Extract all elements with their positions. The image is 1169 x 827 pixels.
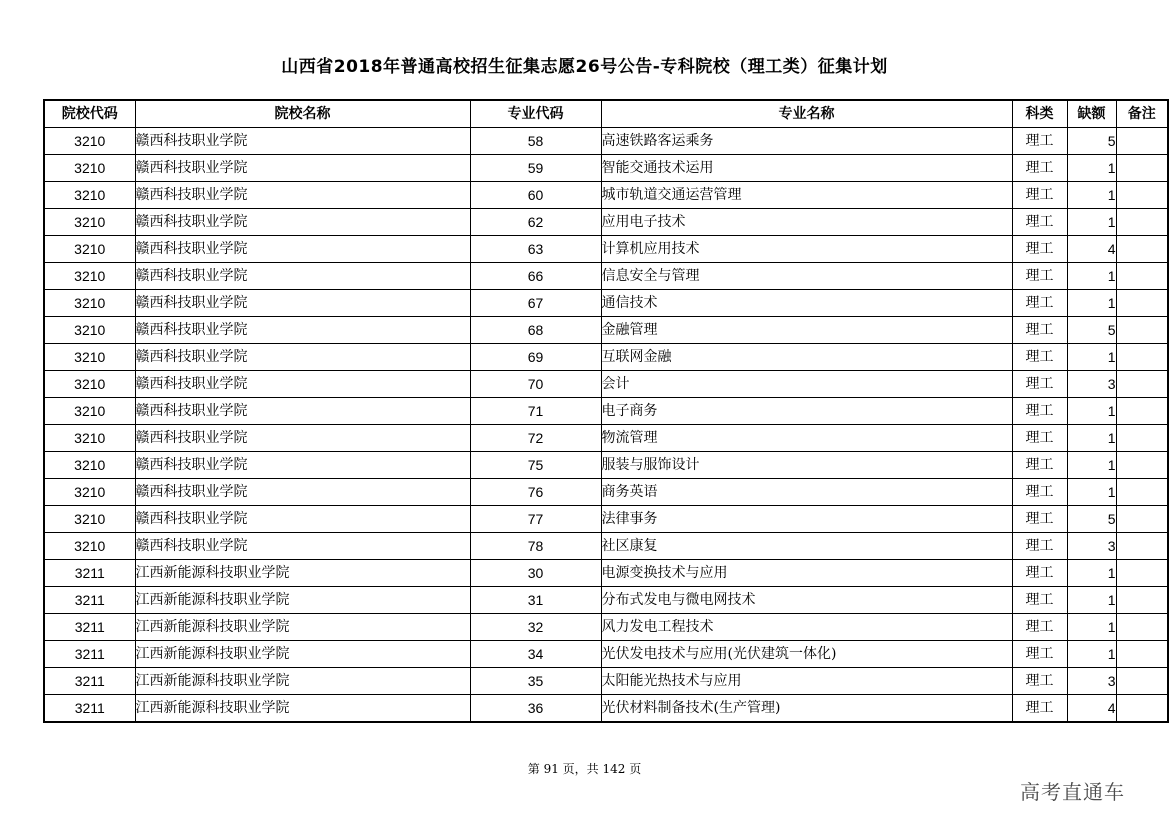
cell-major-code: 60	[470, 182, 601, 209]
cell-school-name: 赣西科技职业学院	[135, 452, 470, 479]
cell-school-code: 3211	[44, 668, 135, 695]
cell-category: 理工	[1012, 587, 1067, 614]
cell-quota: 1	[1067, 290, 1116, 317]
cell-school-code: 3210	[44, 425, 135, 452]
cell-quota: 1	[1067, 263, 1116, 290]
cell-major-code: 30	[470, 560, 601, 587]
table-row	[44, 587, 1168, 614]
table-header-row	[44, 100, 1168, 128]
cell-quota: 1	[1067, 155, 1116, 182]
cell-school-code: 3210	[44, 533, 135, 560]
cell-school-name: 赣西科技职业学院	[135, 425, 470, 452]
cell-quota: 1	[1067, 209, 1116, 236]
cell-note	[1116, 695, 1168, 723]
cell-school-code: 3210	[44, 236, 135, 263]
cell-major-code: 62	[470, 209, 601, 236]
cell-note	[1116, 344, 1168, 371]
cell-category: 理工	[1012, 695, 1067, 723]
admission-plan-table	[43, 99, 1169, 723]
cell-school-code: 3210	[44, 182, 135, 209]
cell-school-code: 3210	[44, 209, 135, 236]
cell-major-code: 63	[470, 236, 601, 263]
cell-category: 理工	[1012, 236, 1067, 263]
cell-major-name: 城市轨道交通运营管理	[601, 182, 1012, 209]
cell-category: 理工	[1012, 290, 1067, 317]
header-category: 科类	[1012, 100, 1067, 128]
cell-note	[1116, 398, 1168, 425]
cell-note	[1116, 182, 1168, 209]
cell-note	[1116, 263, 1168, 290]
header-note: 备注	[1116, 100, 1168, 128]
cell-school-name: 江西新能源科技职业学院	[135, 614, 470, 641]
cell-school-code: 3210	[44, 128, 135, 155]
cell-major-name: 智能交通技术运用	[601, 155, 1012, 182]
cell-major-name: 电源变换技术与应用	[601, 560, 1012, 587]
cell-note	[1116, 641, 1168, 668]
cell-note	[1116, 290, 1168, 317]
table-row	[44, 425, 1168, 452]
table-row	[44, 533, 1168, 560]
cell-school-code: 3210	[44, 398, 135, 425]
cell-major-code: 34	[470, 641, 601, 668]
table-row	[44, 506, 1168, 533]
cell-major-name: 服装与服饰设计	[601, 452, 1012, 479]
table-row	[44, 263, 1168, 290]
cell-major-name: 社区康复	[601, 533, 1012, 560]
cell-major-code: 68	[470, 317, 601, 344]
cell-major-name: 电子商务	[601, 398, 1012, 425]
cell-school-code: 3211	[44, 641, 135, 668]
cell-note	[1116, 506, 1168, 533]
cell-note	[1116, 128, 1168, 155]
cell-note	[1116, 668, 1168, 695]
table-row	[44, 614, 1168, 641]
table-row	[44, 560, 1168, 587]
header-major-code: 专业代码	[470, 100, 601, 128]
cell-category: 理工	[1012, 479, 1067, 506]
cell-category: 理工	[1012, 398, 1067, 425]
cell-category: 理工	[1012, 209, 1067, 236]
cell-note	[1116, 533, 1168, 560]
cell-school-name: 赣西科技职业学院	[135, 236, 470, 263]
cell-major-name: 计算机应用技术	[601, 236, 1012, 263]
cell-quota: 4	[1067, 236, 1116, 263]
cell-major-name: 会计	[601, 371, 1012, 398]
header-major-name: 专业名称	[601, 100, 1012, 128]
cell-school-code: 3210	[44, 344, 135, 371]
cell-major-code: 70	[470, 371, 601, 398]
cell-major-name: 风力发电工程技术	[601, 614, 1012, 641]
cell-category: 理工	[1012, 560, 1067, 587]
cell-major-code: 72	[470, 425, 601, 452]
cell-note	[1116, 209, 1168, 236]
table-row	[44, 641, 1168, 668]
cell-note	[1116, 155, 1168, 182]
cell-school-code: 3210	[44, 290, 135, 317]
cell-school-name: 赣西科技职业学院	[135, 317, 470, 344]
cell-category: 理工	[1012, 506, 1067, 533]
cell-school-code: 3210	[44, 317, 135, 344]
cell-major-code: 78	[470, 533, 601, 560]
table-row	[44, 182, 1168, 209]
cell-quota: 5	[1067, 317, 1116, 344]
table-row	[44, 452, 1168, 479]
cell-category: 理工	[1012, 155, 1067, 182]
cell-quota: 1	[1067, 182, 1116, 209]
cell-major-name: 法律事务	[601, 506, 1012, 533]
cell-note	[1116, 425, 1168, 452]
table-row	[44, 209, 1168, 236]
cell-quota: 1	[1067, 344, 1116, 371]
cell-major-name: 光伏材料制备技术(生产管理)	[601, 695, 1012, 723]
table-row	[44, 344, 1168, 371]
header-school-code: 院校代码	[44, 100, 135, 128]
cell-school-name: 赣西科技职业学院	[135, 533, 470, 560]
cell-category: 理工	[1012, 425, 1067, 452]
cell-school-code: 3210	[44, 155, 135, 182]
watermark-text: 高考直通车	[1020, 780, 1125, 804]
cell-major-name: 光伏发电技术与应用(光伏建筑一体化)	[601, 641, 1012, 668]
cell-school-name: 江西新能源科技职业学院	[135, 695, 470, 723]
cell-category: 理工	[1012, 344, 1067, 371]
cell-school-code: 3210	[44, 263, 135, 290]
cell-school-name: 江西新能源科技职业学院	[135, 560, 470, 587]
cell-school-name: 江西新能源科技职业学院	[135, 641, 470, 668]
cell-quota: 3	[1067, 533, 1116, 560]
cell-category: 理工	[1012, 128, 1067, 155]
cell-school-name: 赣西科技职业学院	[135, 182, 470, 209]
table-row	[44, 398, 1168, 425]
cell-note	[1116, 236, 1168, 263]
table-row	[44, 371, 1168, 398]
cell-quota: 1	[1067, 479, 1116, 506]
cell-major-code: 35	[470, 668, 601, 695]
cell-school-name: 赣西科技职业学院	[135, 479, 470, 506]
cell-major-name: 信息安全与管理	[601, 263, 1012, 290]
cell-quota: 1	[1067, 614, 1116, 641]
cell-quota: 1	[1067, 425, 1116, 452]
table-row	[44, 128, 1168, 155]
cell-category: 理工	[1012, 317, 1067, 344]
cell-category: 理工	[1012, 614, 1067, 641]
cell-school-name: 赣西科技职业学院	[135, 506, 470, 533]
cell-school-code: 3211	[44, 695, 135, 723]
cell-major-name: 太阳能光热技术与应用	[601, 668, 1012, 695]
cell-school-name: 赣西科技职业学院	[135, 371, 470, 398]
table-row	[44, 695, 1168, 723]
cell-major-code: 58	[470, 128, 601, 155]
cell-major-code: 69	[470, 344, 601, 371]
cell-school-code: 3210	[44, 479, 135, 506]
cell-major-code: 75	[470, 452, 601, 479]
cell-major-name: 分布式发电与微电网技术	[601, 587, 1012, 614]
page-title: 山西省2018年普通高校招生征集志愿26号公告-专科院校（理工类）征集计划	[281, 57, 888, 77]
cell-note	[1116, 479, 1168, 506]
cell-major-name: 商务英语	[601, 479, 1012, 506]
cell-major-name: 物流管理	[601, 425, 1012, 452]
cell-school-name: 赣西科技职业学院	[135, 209, 470, 236]
cell-major-name: 互联网金融	[601, 344, 1012, 371]
cell-category: 理工	[1012, 452, 1067, 479]
cell-note	[1116, 560, 1168, 587]
cell-quota: 1	[1067, 641, 1116, 668]
cell-major-name: 高速铁路客运乘务	[601, 128, 1012, 155]
cell-note	[1116, 452, 1168, 479]
cell-school-name: 赣西科技职业学院	[135, 128, 470, 155]
cell-school-name: 赣西科技职业学院	[135, 290, 470, 317]
cell-school-code: 3211	[44, 560, 135, 587]
cell-category: 理工	[1012, 263, 1067, 290]
cell-major-code: 66	[470, 263, 601, 290]
cell-school-code: 3211	[44, 587, 135, 614]
table-row	[44, 155, 1168, 182]
cell-school-code: 3210	[44, 506, 135, 533]
header-school-name: 院校名称	[135, 100, 470, 128]
cell-quota: 1	[1067, 452, 1116, 479]
cell-quota: 5	[1067, 128, 1116, 155]
cell-note	[1116, 587, 1168, 614]
cell-note	[1116, 371, 1168, 398]
table-row	[44, 668, 1168, 695]
cell-school-name: 赣西科技职业学院	[135, 155, 470, 182]
cell-major-code: 32	[470, 614, 601, 641]
cell-major-code: 59	[470, 155, 601, 182]
header-quota: 缺额	[1067, 100, 1116, 128]
cell-school-name: 赣西科技职业学院	[135, 263, 470, 290]
cell-major-code: 36	[470, 695, 601, 723]
cell-quota: 1	[1067, 398, 1116, 425]
cell-note	[1116, 614, 1168, 641]
cell-major-name: 应用电子技术	[601, 209, 1012, 236]
cell-note	[1116, 317, 1168, 344]
cell-school-code: 3210	[44, 371, 135, 398]
cell-quota: 1	[1067, 587, 1116, 614]
cell-category: 理工	[1012, 533, 1067, 560]
cell-major-code: 77	[470, 506, 601, 533]
cell-major-name: 通信技术	[601, 290, 1012, 317]
cell-category: 理工	[1012, 668, 1067, 695]
cell-school-name: 江西新能源科技职业学院	[135, 668, 470, 695]
cell-major-name: 金融管理	[601, 317, 1012, 344]
cell-quota: 4	[1067, 695, 1116, 723]
cell-quota: 5	[1067, 506, 1116, 533]
cell-category: 理工	[1012, 641, 1067, 668]
table-row	[44, 290, 1168, 317]
cell-school-name: 江西新能源科技职业学院	[135, 587, 470, 614]
cell-school-code: 3211	[44, 614, 135, 641]
page-footer: 第 91 页，共 142 页	[527, 762, 642, 776]
cell-school-name: 赣西科技职业学院	[135, 398, 470, 425]
cell-school-name: 赣西科技职业学院	[135, 344, 470, 371]
cell-quota: 3	[1067, 371, 1116, 398]
cell-quota: 3	[1067, 668, 1116, 695]
cell-quota: 1	[1067, 560, 1116, 587]
cell-major-code: 31	[470, 587, 601, 614]
cell-major-code: 76	[470, 479, 601, 506]
cell-school-code: 3210	[44, 452, 135, 479]
table-row	[44, 479, 1168, 506]
table-row	[44, 236, 1168, 263]
cell-major-code: 71	[470, 398, 601, 425]
cell-category: 理工	[1012, 182, 1067, 209]
table-row	[44, 317, 1168, 344]
cell-category: 理工	[1012, 371, 1067, 398]
cell-major-code: 67	[470, 290, 601, 317]
